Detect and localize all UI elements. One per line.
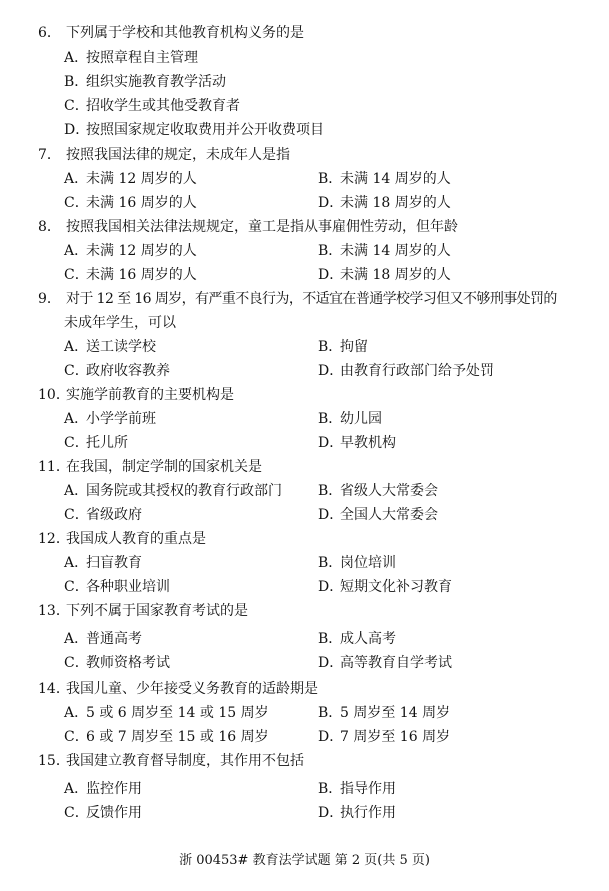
option-text: 7 周岁至 16 周岁 (340, 729, 451, 745)
question-number: 12． (38, 531, 70, 547)
option-text: 未满 16 周岁的人 (86, 267, 197, 283)
option-a (64, 630, 142, 648)
option-letter: D． (318, 507, 344, 523)
option-a (64, 242, 197, 260)
option-a (64, 410, 156, 428)
option-letter: C． (64, 579, 89, 595)
question-15-stem (38, 752, 304, 770)
option-letter: C． (64, 363, 89, 379)
option-letter: D． (318, 805, 344, 821)
question-13-stem (38, 602, 248, 620)
question-text: 按照我国法律的规定，未成年人是指 (66, 147, 290, 163)
option-letter: B． (318, 411, 343, 427)
question-text: 下列不属于国家教育考试的是 (66, 603, 248, 619)
option-letter: C． (64, 435, 89, 451)
option-d (318, 434, 396, 452)
question-text: 按照我国相关法律法规规定，童工是指从事雇佣性劳动，但年龄 (66, 219, 458, 235)
option-letter: A． (64, 339, 89, 355)
question-9-stem (38, 290, 557, 308)
option-letter: A． (64, 781, 89, 797)
option-text: 未满 18 周岁的人 (340, 267, 451, 283)
option-letter: A． (64, 171, 89, 187)
option-d (318, 654, 452, 672)
option-b (318, 554, 396, 572)
option-c (64, 506, 142, 524)
option-c (64, 362, 170, 380)
option-letter: B． (318, 631, 343, 647)
option-text: 未满 14 周岁的人 (340, 243, 451, 259)
option-letter: D． (318, 729, 344, 745)
question-12-stem (38, 530, 206, 548)
question-text: 对于 12 至 16 周岁，有严重不良行为，不适宜在普通学校学习但又不够刑事处罚的 (66, 291, 557, 307)
option-text: 5 或 6 周岁至 14 或 15 周岁 (86, 705, 269, 721)
option-d (318, 578, 452, 596)
option-letter: C． (64, 655, 89, 671)
option-b (318, 630, 396, 648)
option-text: 反馈作用 (86, 805, 142, 821)
option-text: 省级人大常委会 (340, 483, 438, 499)
option-text: 未满 12 周岁的人 (86, 243, 197, 259)
option-a (64, 554, 142, 572)
question-9-stem-continued: 未成年学生，可以 (64, 315, 176, 331)
option-a (64, 49, 198, 67)
option-letter: B． (318, 171, 343, 187)
option-letter: D． (318, 579, 344, 595)
option-text: 岗位培训 (340, 555, 396, 571)
option-text: 省级政府 (86, 507, 142, 523)
question-text: 下列属于学校和其他教育机构义务的是 (66, 25, 304, 41)
option-text: 政府收容教养 (86, 363, 170, 379)
option-a (64, 338, 156, 356)
option-d (318, 194, 451, 212)
option-c (64, 266, 197, 284)
option-d (318, 804, 396, 822)
option-text: 早教机构 (340, 435, 396, 451)
option-letter: B． (318, 339, 343, 355)
option-text: 短期文化补习教育 (340, 579, 452, 595)
option-text: 未满 16 周岁的人 (86, 195, 197, 211)
question-7-stem (38, 146, 290, 164)
option-text: 6 或 7 周岁至 15 或 16 周岁 (86, 729, 269, 745)
option-d (318, 266, 451, 284)
question-11-stem (38, 458, 262, 476)
option-letter: C． (64, 729, 89, 745)
question-text: 我国成人教育的重点是 (66, 531, 206, 547)
option-text: 小学学前班 (86, 411, 156, 427)
option-text: 未满 12 周岁的人 (86, 171, 197, 187)
question-text: 我国建立教育督导制度，其作用不包括 (66, 753, 304, 769)
option-letter: C． (64, 507, 89, 523)
option-c (64, 654, 170, 672)
option-a (64, 482, 282, 500)
question-6-stem (38, 24, 304, 42)
question-number: 13． (38, 603, 70, 619)
option-text: 各种职业培训 (86, 579, 170, 595)
option-letter: A． (64, 50, 89, 66)
option-letter: B． (318, 243, 343, 259)
option-text: 国务院或其授权的教育行政部门 (86, 483, 282, 499)
option-a (64, 704, 269, 722)
option-d (318, 362, 494, 380)
option-text: 教师资格考试 (86, 655, 170, 671)
option-c (64, 804, 142, 822)
option-letter: A． (64, 243, 89, 259)
option-c (64, 194, 197, 212)
option-letter: A． (64, 555, 89, 571)
question-text: 我国儿童、少年接受义务教育的适龄期是 (66, 681, 318, 697)
option-a (64, 780, 142, 798)
option-text: 普通高考 (86, 631, 142, 647)
option-text: 送工读学校 (86, 339, 156, 355)
option-letter: B． (318, 483, 343, 499)
option-d (318, 506, 438, 524)
option-text: 未满 18 周岁的人 (340, 195, 451, 211)
option-letter: D． (64, 122, 90, 138)
option-text: 扫盲教育 (86, 555, 142, 571)
option-text: 5 周岁至 14 周岁 (340, 705, 451, 721)
option-text: 组织实施教育教学活动 (86, 74, 226, 90)
question-number: 7． (38, 147, 61, 163)
question-number: 10． (38, 387, 70, 403)
option-letter: D． (318, 195, 344, 211)
option-b (318, 170, 451, 188)
question-14-stem (38, 680, 318, 698)
option-b (318, 482, 438, 500)
option-letter: A． (64, 411, 89, 427)
question-text: 实施学前教育的主要机构是 (66, 387, 234, 403)
option-letter: D． (318, 435, 344, 451)
option-text: 按照国家规定收取费用并公开收费项目 (86, 122, 324, 138)
option-letter: C． (64, 805, 89, 821)
option-b (318, 780, 396, 798)
question-number: 15． (38, 753, 70, 769)
option-text: 监控作用 (86, 781, 142, 797)
question-number: 6． (38, 25, 61, 41)
option-letter: B． (64, 74, 89, 90)
option-letter: A． (64, 483, 89, 499)
option-c (64, 434, 128, 452)
option-d (318, 728, 450, 746)
option-text: 招收学生或其他受教育者 (86, 98, 240, 114)
option-b (64, 73, 226, 91)
option-b (318, 410, 382, 428)
option-text: 由教育行政部门给予处罚 (340, 363, 494, 379)
option-letter: C． (64, 195, 89, 211)
option-text: 高等教育自学考试 (340, 655, 452, 671)
option-d (64, 121, 324, 139)
question-number: 11． (38, 459, 70, 475)
option-text: 未满 14 周岁的人 (340, 171, 451, 187)
option-c (64, 97, 240, 115)
option-text: 执行作用 (340, 805, 396, 821)
option-text: 按照章程自主管理 (86, 50, 198, 66)
option-letter: A． (64, 631, 89, 647)
option-b (318, 338, 368, 356)
option-text: 全国人大常委会 (340, 507, 438, 523)
question-8-stem (38, 218, 458, 236)
option-letter: A． (64, 705, 89, 721)
option-c (64, 728, 269, 746)
option-b (318, 704, 450, 722)
option-text: 托儿所 (86, 435, 128, 451)
question-10-stem (38, 386, 234, 404)
page-footer: 浙 00453# 教育法学试题 第 2 页(共 5 页) (179, 853, 430, 868)
option-a (64, 170, 197, 188)
option-b (318, 242, 451, 260)
question-text: 在我国，制定学制的国家机关是 (66, 459, 262, 475)
option-text: 幼儿园 (340, 411, 382, 427)
option-c (64, 578, 170, 596)
option-letter: D． (318, 363, 344, 379)
option-letter: D． (318, 655, 344, 671)
option-letter: B． (318, 705, 343, 721)
question-number: 8． (38, 219, 61, 235)
option-text: 指导作用 (340, 781, 396, 797)
option-text: 成人高考 (340, 631, 396, 647)
option-letter: C． (64, 98, 89, 114)
option-letter: C． (64, 267, 89, 283)
option-letter: B． (318, 555, 343, 571)
option-text: 拘留 (340, 339, 368, 355)
question-number: 9． (38, 291, 61, 307)
question-number: 14． (38, 681, 70, 697)
option-letter: D． (318, 267, 344, 283)
option-letter: B． (318, 781, 343, 797)
